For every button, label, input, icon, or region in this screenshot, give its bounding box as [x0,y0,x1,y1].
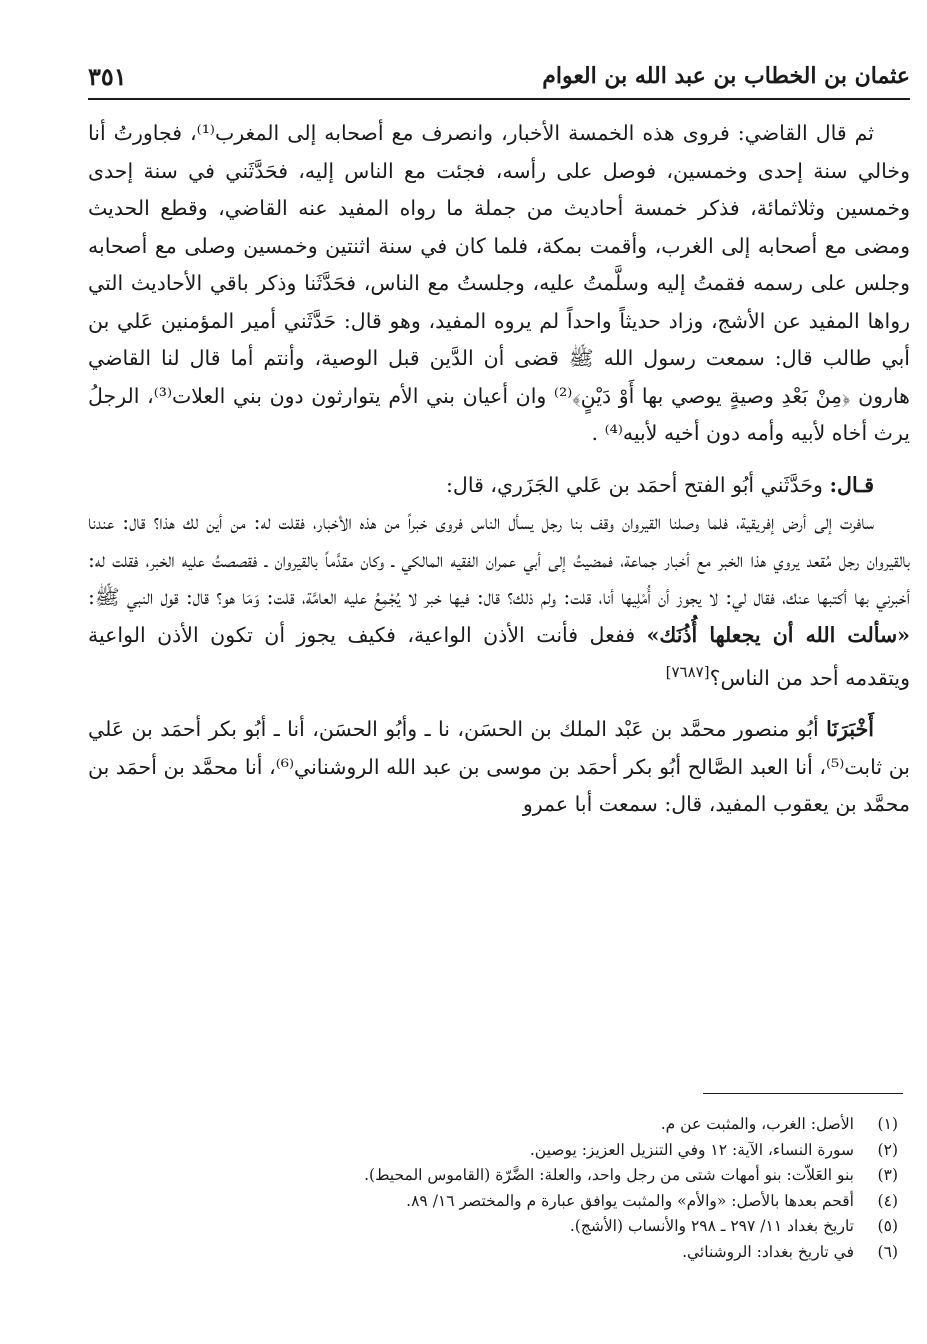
footnote-number: (٣) [877,1166,898,1184]
header-title: عثمان بن الخطاب بن عبد الله بن العوام [542,63,910,89]
hadith-quote: «سألت الله أن يجعلها أُذُنَك» [646,622,910,647]
footnote [88,1138,898,1164]
paragraph-4 [88,711,910,824]
footnote-text: سورة النساء، الآية: ١٢ وفي التنزيل العزيز: يوصين. [529,1140,854,1159]
paragraph-text: سافرت إلى أرض إفريقية، فلما وصلنا القيروان وقف بنا رجل يسأل الناس فروى خبراً من هذه الأخبار، فقلت له: من أين لك هذا؟ قال: عندنا بالقيروان رجل مُقعد يروي هذا الخبر مع أخبار جماعة، فمضيتُ إلى أبي عمران الفقيه المالكي ـ وكان مقدَّماً بالقيروان ـ فقصصتُ عليه الخبر، فقلت له: أخبرني بها أكتبها عنك، فقال لي: لا يجوز أن أُمْلِيها أنا، قلت: ولم ذلك؟ قال: فيها خبر لا يُجْمِعُ عليه العامَّة، قلت: وَمَا هو؟ قال: قول النبي ﷺ: [88,510,910,609]
footnotes [88,1112,898,1265]
footnote-text: أقحم بعدها بالأصل: «والأم» والمثبت يوافق عبارة م والمختصر ١٦/ ٨٩. [406,1191,854,1210]
running-header [88,54,910,100]
footnote-text: الأصل: الغرب، والمثبت عن م. [660,1115,854,1133]
paragraph-2 [88,467,910,505]
footnote-separator [703,1093,903,1094]
paragraph-text-after: ففعل فأنت الأذن الواعية، فكيف يجوز أن تكون الأذن الواعية ويتقدمه أحد من الناس؟ [88,622,910,690]
paragraph-lead: قـال: [829,472,874,497]
footnote-text: في تاريخ بغداد: الروشنائي. [682,1242,854,1261]
footnote-text: بنو العَلاّت: بنو أمهات شتى من رجل واحد، والعلة: الضَّرّة (القاموس المحيط). [364,1166,854,1184]
paragraph-1 [88,115,910,453]
paragraph-lead: أَخْبَرَنَا [826,717,874,742]
footnote [88,1214,898,1240]
footnote-number: (٤) [877,1191,898,1210]
footnote [88,1240,898,1266]
footnote [88,1112,898,1138]
paragraph-text: وحَدَّثَني أبُو الفتح أحمَد بن عَلي الجَزَري، قال: [446,472,830,497]
paragraph-3 [88,504,910,697]
footnote-number: (٦) [877,1242,898,1261]
paragraph-text: ثم قال القاضي: فروى هذه الخمسة الأخبار، وانصرف مع أصحابه إلى المغرب⁽¹⁾، فجاورتُ أنا وخالي سنة إحدى وخمسين، فوصل على رأسه، فجئت مع الناس إليه، فحَدَّثَني في سنة إحدى وخمسين وثلاثمائة، فذكر خمسة أحاديث من جملة ما رواه المفيد عنه القاضي، وقطع الحديث ومضى مع أصحابه إلى الغرب، وأقمت بمكة، فلما كان في سنة اثنتين وخمسين وصلى مع أصحابه وجلس على رسمه فقمتُ إليه وسلَّمتُ عليه، وجلستُ مع الناس، فحَدَّثَنا وذكر باقي الأحاديث التي رواها المفيد عن الأشج، وزاد حديثاً واحداً لم يروه المفيد، وهو قال: حَدَّثَني أمير المؤمنين عَلي بن أبي طالب قال: سمعت رسول الله ﷺ قضى أن الدَّين قبل الوصية، وأنتم أما قال لنا القاضي هارون ﴿مِنْ بَعْدِ وصيةٍ يوصي بها أَوْ دَيْنٍ﴾⁽²⁾ وان أعيان بني الأم يتوارثون دون بني العلات⁽³⁾، الرجلُ يرث أخاه لأبيه وأمه دون أخيه لأبيه⁽⁴⁾ . [88,121,910,445]
footnote-number: (٢) [877,1140,898,1159]
main-text [88,115,910,824]
page-number: ٣٥١ [88,61,127,91]
footnote-text: تاريخ بغداد ١١/ ٢٩٧ ـ ٢٩٨ والأنساب (الأشج). [569,1217,854,1235]
footnote [88,1189,898,1215]
hadith-reference-number: [٧٦٨٧] [665,663,710,681]
footnote [88,1163,898,1189]
paragraph-text: أبُو منصور محمَّد بن عَبْد الملك بن الحسَن، نا ـ وأبُو الحسَن، أنا ـ أبُو بكر أحمَد بن عَلي بن ثابت⁽⁵⁾، أنا العبد الصَّالح أبُو بكر أحمَد بن موسى بن عبد الله الروشناني⁽⁶⁾، أنا محمَّد بن أحمَد بن محمَّد بن يعقوب المفيد، قال: سمعت أبا عمرو [88,717,911,817]
footnote-number: (١) [877,1115,898,1133]
footnote-number: (٥) [877,1217,898,1235]
